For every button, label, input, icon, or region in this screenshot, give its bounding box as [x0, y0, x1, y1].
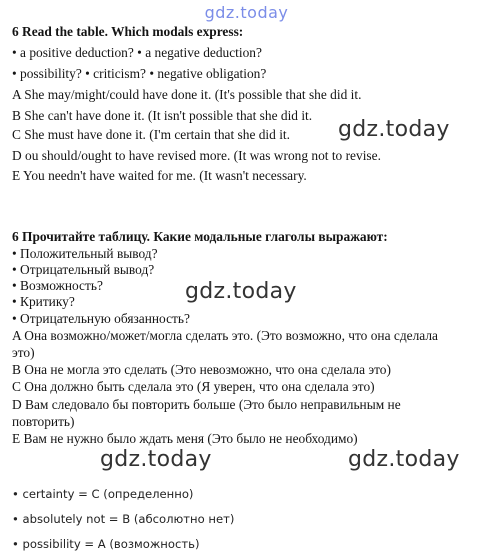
russian-line: D Вам следовало бы повторить больше (Это было неправильным не: [12, 397, 401, 412]
watermark: gdz.today: [348, 447, 460, 472]
watermark: gdz.today: [185, 279, 297, 304]
watermark: gdz.today: [100, 447, 212, 472]
english-line: B She can't have done it. (It isn't possible that she did it.: [12, 108, 313, 123]
russian-line: повторить): [12, 414, 75, 429]
russian-line: • Отрицательную обязанность?: [12, 311, 190, 326]
russian-heading: 6 Прочитайте таблицу. Какие модальные глаголы выражают:: [12, 229, 388, 244]
english-line: A She may/might/could have done it. (It's possible that she did it.: [12, 87, 362, 102]
russian-line: • Отрицательный вывод?: [12, 262, 155, 277]
english-line: C She must have done it. (I'm certain that she did it.: [12, 127, 290, 142]
russian-line: B Она не могла это сделать (Это невозможно, что она сделала это): [12, 362, 391, 377]
russian-line: C Она должно быть сделала это (Я уверен, что она сделала это): [12, 379, 375, 394]
russian-line: A Она возможно/может/могла сделать это. (Это возможно, что она сделала: [12, 328, 438, 343]
english-line: • a positive deduction? • a negative deduction?: [12, 45, 262, 60]
english-line: E You needn't have waited for me. (It wasn't necessary.: [12, 168, 307, 183]
answer-line: • possibility = A (возможность): [12, 537, 200, 551]
answer-line: • absolutely not = B (абсолютно нет): [12, 512, 235, 526]
russian-line: это): [12, 345, 35, 360]
russian-line: • Критику?: [12, 294, 75, 309]
top-watermark: gdz.today: [204, 3, 289, 22]
russian-line: • Возможность?: [12, 278, 103, 293]
russian-line: E Вам не нужно было ждать меня (Это было не необходимо): [12, 431, 358, 446]
english-line: • possibility? • criticism? • negative obligation?: [12, 66, 267, 81]
answer-line: • certainty = C (определенно): [12, 487, 194, 501]
english-heading: 6 Read the table. Which modals express:: [12, 24, 244, 39]
watermark: gdz.today: [338, 117, 450, 142]
russian-line: • Положительный вывод?: [12, 246, 158, 261]
english-line: D ou should/ought to have revised more. (It was wrong not to revise.: [12, 148, 381, 163]
